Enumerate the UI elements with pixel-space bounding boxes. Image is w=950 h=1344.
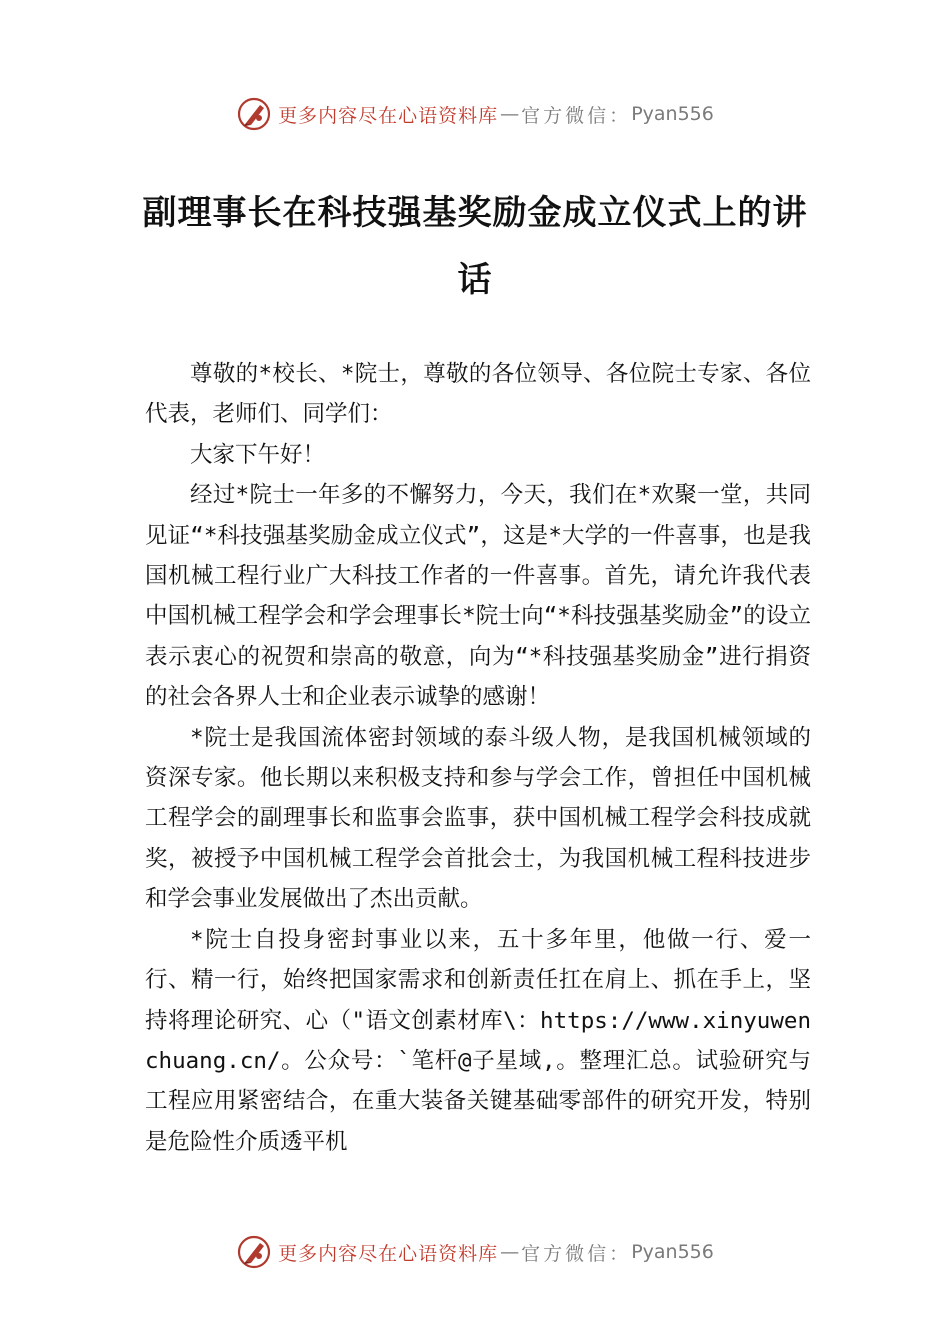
header-banner <box>0 94 950 134</box>
paragraph-academician-intro: *院士是我国流体密封领域的泰斗级人物，是我国机械领域的资深专家。他长期以来积极支持和参与学会工作，曾担任中国机械工程学会的副理事长和监事会监事，获中国机械工程学会科技成就奖，被授予中国机械工程学会首批会士，为我国机械工程科技进步和学会事业发展做出了杰出贡献。 <box>145 724 811 913</box>
paragraph-career: *院士自投身密封事业以来，五十多年里，他做一行、爱一行、精一行，始终把国家需求和创新责任扛在肩上、抓在手上，坚持将理论研究、心（"语文创素材库\：https://www.xinyuwenchuang.cn/。公众号：`笔杆@子星域,。整理汇总。试验研究与工程应用紧密结合，在重大装备关键基础零部件的研究开发，特别是危险性介质透平机 <box>145 926 811 1155</box>
banner-dash: — <box>500 1241 520 1263</box>
paragraph-salutation: 尊敬的*校长、*院士，尊敬的各位领导、各位院士专家、各位代表，老师们、同学们： <box>145 361 811 428</box>
document-title: 副理事长在科技强基奖励金成立仪式上的讲话 <box>142 193 808 300</box>
pen-nib-logo-icon <box>236 96 272 132</box>
banner-wechat-label: 官方微信： <box>521 104 632 127</box>
document-body <box>145 354 811 1162</box>
pen-nib-logo-icon <box>236 1234 272 1270</box>
banner-wechat-label: 官方微信： <box>521 1242 632 1265</box>
banner-brand-text: 更多内容尽在心语资料库 <box>278 104 499 127</box>
footer-banner <box>0 1232 950 1272</box>
banner-wechat-id: Pyan556 <box>631 1241 714 1263</box>
banner-dash: — <box>500 103 520 125</box>
paragraph-congratulations: 经过*院士一年多的不懈努力，今天，我们在*欢聚一堂，共同见证“*科技强基奖励金成立仪式”，这是*大学的一件喜事，也是我国机械工程行业广大科技工作者的一件喜事。首先，请允许我代表中国机械工程学会和学会理事长*院士向“*科技强基奖励金”的设立表示衷心的祝贺和崇高的敬意，向为“*科技强基奖励金”进行捐资的社会各界人士和企业表示诚挚的感谢！ <box>145 482 811 711</box>
banner-wechat-id: Pyan556 <box>631 103 714 125</box>
paragraph-greeting: 大家下午好！ <box>190 441 326 468</box>
banner-brand-text: 更多内容尽在心语资料库 <box>278 1242 499 1265</box>
